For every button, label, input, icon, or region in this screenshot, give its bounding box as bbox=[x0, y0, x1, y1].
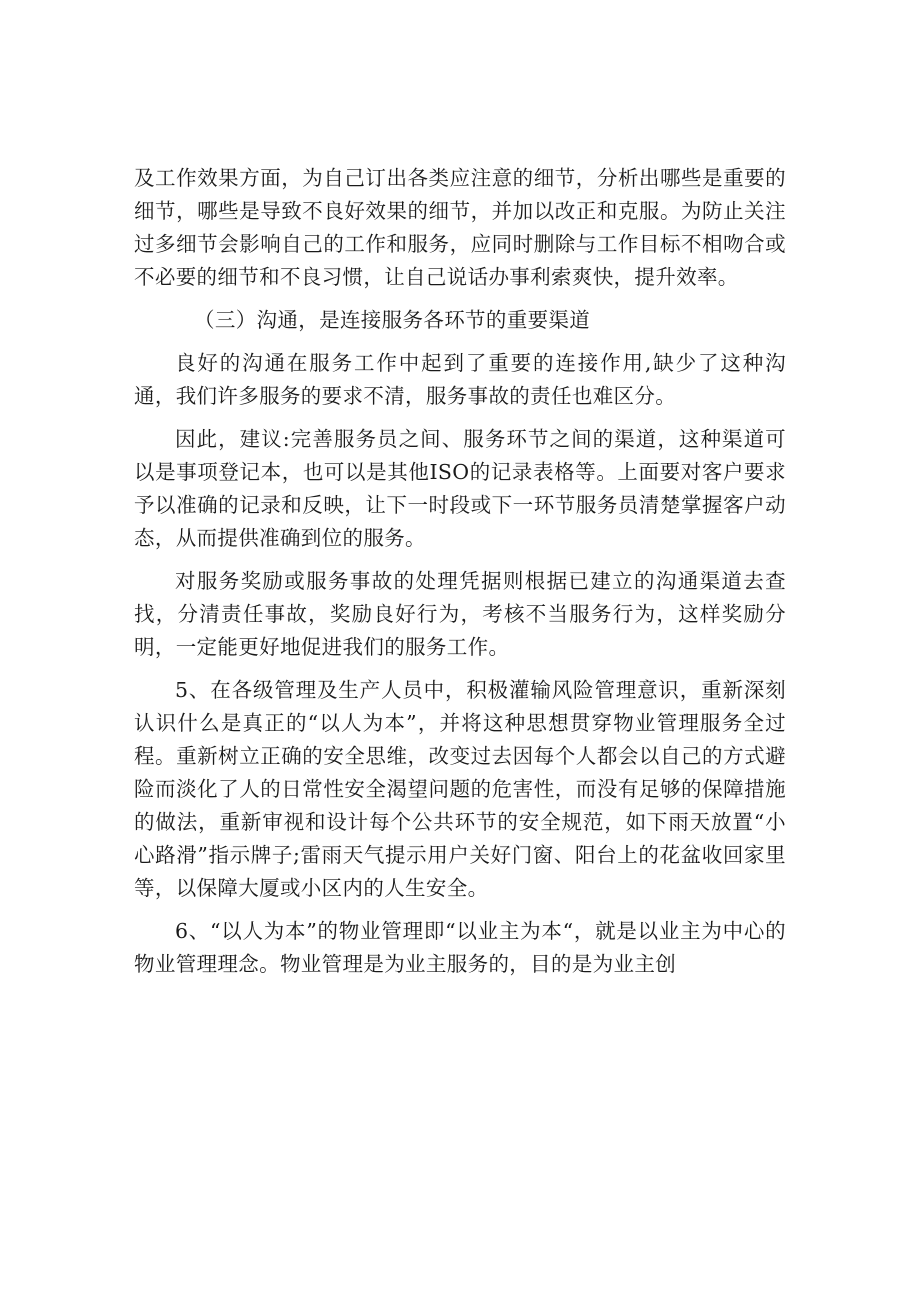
paragraph-item-5: 5、在各级管理及生产人员中，积极灌输风险管理意识，重新深刻认识什么是真正的“以人为本”，并将这种思想贯穿物业管理服务全过程。重新树立正确的安全思维，改变过去因每个人都会以自己的方式避险而淡化了人的日常性安全渴望问题的危害性，而没有足够的保障措施的做法，重新审视和设计每个公共环节的安全规范，如下雨天放置“小心路滑”指示牌子;雷雨天气提示用户关好门窗、阳台上的花盆收回家里等，以保障大厦或小区内的人生安全。 bbox=[134, 678, 786, 900]
section-heading-communication: （三）沟通，是连接服务各环节的重要渠道 bbox=[194, 308, 591, 332]
paragraph-reward-handling: 对服务奖励或服务事故的处理凭据则根据已建立的沟通渠道去查找，分清责任事故，奖励良好行为，考核不当服务行为，这样奖励分明，一定能更好地促进我们的服务工作。 bbox=[134, 569, 786, 659]
document-page bbox=[134, 162, 786, 991]
paragraph-communication-role: 良好的沟通在服务工作中起到了重要的连接作用,缺少了这种沟通，我们许多服务的要求不清，服务事故的责任也难区分。 bbox=[134, 351, 786, 408]
paragraph-suggestion: 因此，建议:完善服务员之间、服务环节之间的渠道，这种渠道可以是事项登记本，也可以是其他ISO的记录表格等。上面要对客户要求予以准确的记录和反映，让下一时段或下一环节服务员清楚掌握客户动态，从而提供准确到位的服务。 bbox=[134, 427, 786, 550]
paragraph-continuation: 及工作效果方面，为自己订出各类应注意的细节，分析出哪些是重要的细节，哪些是导致不良好效果的细节，并加以改正和克服。为防止关注过多细节会影响自己的工作和服务，应同时删除与工作目标不相吻合或不必要的细节和不良习惯，让自己说话办事利索爽快，提升效率。 bbox=[134, 166, 786, 289]
paragraph-item-6: 6、“以人为本”的物业管理即“以业主为本“，就是以业主为中心的物业管理理念。物业管理是为业主服务的，目的是为业主创 bbox=[134, 919, 786, 976]
